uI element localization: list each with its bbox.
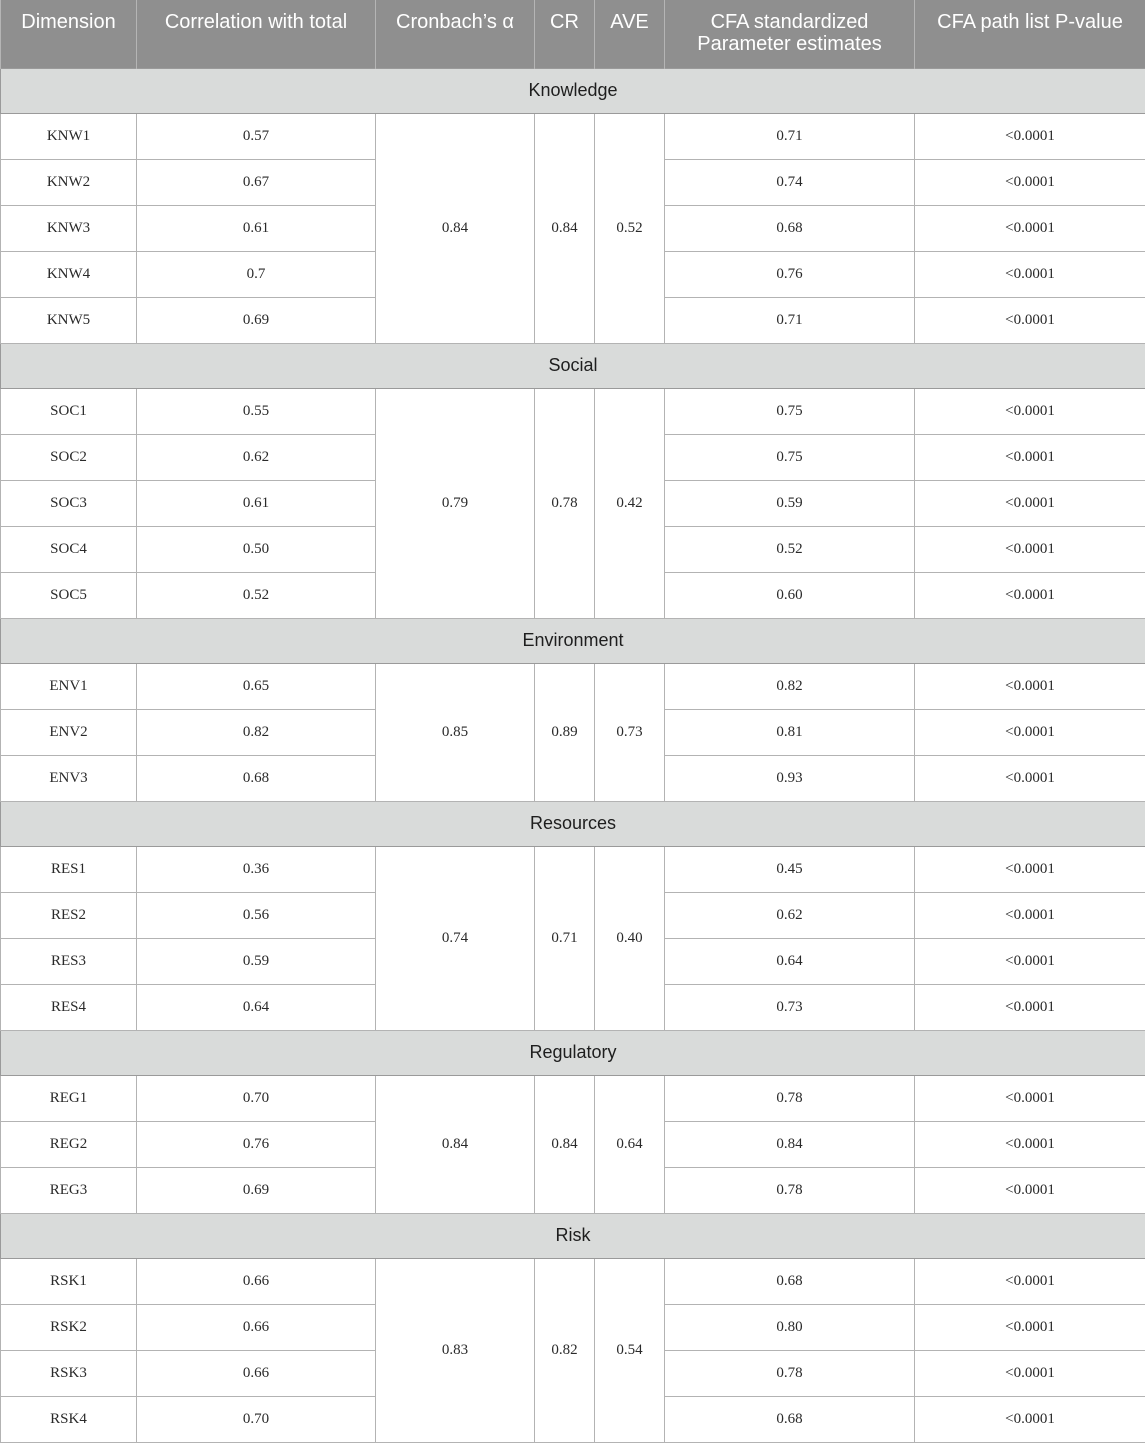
item-code: RSK4 [1, 1396, 137, 1442]
cfa-estimate-value: 0.82 [665, 663, 915, 709]
cfa-estimate-value: 0.71 [665, 113, 915, 159]
item-code: SOC5 [1, 572, 137, 618]
cr-value: 0.84 [535, 113, 595, 343]
section-title: Environment [1, 618, 1145, 663]
p-value: <0.0001 [915, 159, 1145, 205]
section-title: Risk [1, 1213, 1145, 1258]
item-code: RSK1 [1, 1258, 137, 1304]
correlation-value: 0.61 [137, 480, 376, 526]
ave-value: 0.73 [595, 663, 665, 801]
item-code: ENV2 [1, 709, 137, 755]
cfa-estimate-value: 0.68 [665, 1396, 915, 1442]
correlation-value: 0.65 [137, 663, 376, 709]
p-value: <0.0001 [915, 709, 1145, 755]
correlation-value: 0.7 [137, 251, 376, 297]
p-value: <0.0001 [915, 1121, 1145, 1167]
cronbach-alpha-value: 0.79 [376, 388, 535, 618]
correlation-value: 0.67 [137, 159, 376, 205]
cfa-estimate-value: 0.75 [665, 388, 915, 434]
cfa-estimate-value: 0.71 [665, 297, 915, 343]
item-code: RES2 [1, 892, 137, 938]
item-code: REG2 [1, 1121, 137, 1167]
cfa-estimate-value: 0.64 [665, 938, 915, 984]
item-code: RES4 [1, 984, 137, 1030]
cfa-estimate-value: 0.52 [665, 526, 915, 572]
correlation-value: 0.68 [137, 755, 376, 801]
table-row [1, 113, 1145, 159]
cfa-estimate-value: 0.68 [665, 1258, 915, 1304]
header-dimension: Dimension [1, 0, 137, 68]
p-value: <0.0001 [915, 388, 1145, 434]
header-cfa-estimates: CFA standardized Parameter estimates [665, 0, 915, 68]
p-value: <0.0001 [915, 938, 1145, 984]
cfa-estimate-value: 0.68 [665, 205, 915, 251]
correlation-value: 0.76 [137, 1121, 376, 1167]
cfa-estimate-value: 0.84 [665, 1121, 915, 1167]
cronbach-alpha-value: 0.84 [376, 1075, 535, 1213]
section-row [1, 68, 1145, 113]
item-code: SOC3 [1, 480, 137, 526]
correlation-value: 0.82 [137, 709, 376, 755]
section-title: Knowledge [1, 68, 1145, 113]
p-value: <0.0001 [915, 1258, 1145, 1304]
ave-value: 0.40 [595, 846, 665, 1030]
section-row [1, 1213, 1145, 1258]
header-ave: AVE [595, 0, 665, 68]
correlation-value: 0.70 [137, 1075, 376, 1121]
section-row [1, 618, 1145, 663]
p-value: <0.0001 [915, 1350, 1145, 1396]
p-value: <0.0001 [915, 1396, 1145, 1442]
p-value: <0.0001 [915, 251, 1145, 297]
item-code: KNW2 [1, 159, 137, 205]
cr-value: 0.89 [535, 663, 595, 801]
section-title: Resources [1, 801, 1145, 846]
cr-value: 0.82 [535, 1258, 595, 1442]
cfa-estimate-value: 0.75 [665, 434, 915, 480]
correlation-value: 0.52 [137, 572, 376, 618]
cfa-estimate-value: 0.45 [665, 846, 915, 892]
cfa-estimate-value: 0.80 [665, 1304, 915, 1350]
p-value: <0.0001 [915, 755, 1145, 801]
p-value: <0.0001 [915, 480, 1145, 526]
item-code: RSK2 [1, 1304, 137, 1350]
item-code: RES1 [1, 846, 137, 892]
correlation-value: 0.61 [137, 205, 376, 251]
item-code: REG3 [1, 1167, 137, 1213]
cfa-estimate-value: 0.73 [665, 984, 915, 1030]
correlation-value: 0.36 [137, 846, 376, 892]
section-title: Regulatory [1, 1030, 1145, 1075]
cfa-estimate-value: 0.62 [665, 892, 915, 938]
cfa-estimate-value: 0.78 [665, 1167, 915, 1213]
correlation-value: 0.56 [137, 892, 376, 938]
item-code: REG1 [1, 1075, 137, 1121]
item-code: ENV1 [1, 663, 137, 709]
section-row [1, 1030, 1145, 1075]
correlation-value: 0.57 [137, 113, 376, 159]
section-row [1, 801, 1145, 846]
table-row [1, 1258, 1145, 1304]
cr-value: 0.84 [535, 1075, 595, 1213]
section-row [1, 343, 1145, 388]
p-value: <0.0001 [915, 1075, 1145, 1121]
cfa-estimate-value: 0.59 [665, 480, 915, 526]
cronbach-alpha-value: 0.84 [376, 113, 535, 343]
cronbach-alpha-value: 0.85 [376, 663, 535, 801]
item-code: RES3 [1, 938, 137, 984]
p-value: <0.0001 [915, 205, 1145, 251]
cfa-estimate-value: 0.74 [665, 159, 915, 205]
cronbach-alpha-value: 0.74 [376, 846, 535, 1030]
cr-value: 0.78 [535, 388, 595, 618]
item-code: RSK3 [1, 1350, 137, 1396]
header-cr: CR [535, 0, 595, 68]
correlation-value: 0.66 [137, 1350, 376, 1396]
item-code: KNW4 [1, 251, 137, 297]
correlation-value: 0.62 [137, 434, 376, 480]
correlation-value: 0.66 [137, 1304, 376, 1350]
correlation-value: 0.66 [137, 1258, 376, 1304]
header-cronbach-alpha: Cronbach’s α [376, 0, 535, 68]
p-value: <0.0001 [915, 663, 1145, 709]
ave-value: 0.52 [595, 113, 665, 343]
item-code: KNW1 [1, 113, 137, 159]
cfa-estimate-value: 0.76 [665, 251, 915, 297]
correlation-value: 0.50 [137, 526, 376, 572]
item-code: SOC4 [1, 526, 137, 572]
p-value: <0.0001 [915, 846, 1145, 892]
item-code: SOC2 [1, 434, 137, 480]
p-value: <0.0001 [915, 113, 1145, 159]
ave-value: 0.54 [595, 1258, 665, 1442]
table-row [1, 846, 1145, 892]
cfa-estimate-value: 0.93 [665, 755, 915, 801]
correlation-value: 0.59 [137, 938, 376, 984]
header-correlation: Correlation with total [137, 0, 376, 68]
cr-value: 0.71 [535, 846, 595, 1030]
correlation-value: 0.69 [137, 1167, 376, 1213]
p-value: <0.0001 [915, 572, 1145, 618]
cronbach-alpha-value: 0.83 [376, 1258, 535, 1442]
p-value: <0.0001 [915, 297, 1145, 343]
header-row [1, 0, 1145, 68]
cfa-estimate-value: 0.78 [665, 1350, 915, 1396]
item-code: KNW3 [1, 205, 137, 251]
p-value: <0.0001 [915, 892, 1145, 938]
p-value: <0.0001 [915, 1304, 1145, 1350]
table-row [1, 663, 1145, 709]
correlation-value: 0.64 [137, 984, 376, 1030]
p-value: <0.0001 [915, 526, 1145, 572]
item-code: ENV3 [1, 755, 137, 801]
correlation-value: 0.55 [137, 388, 376, 434]
ave-value: 0.64 [595, 1075, 665, 1213]
p-value: <0.0001 [915, 1167, 1145, 1213]
ave-value: 0.42 [595, 388, 665, 618]
table-row [1, 1075, 1145, 1121]
header-p-value: CFA path list P-value [915, 0, 1145, 68]
table-body [1, 68, 1145, 1442]
section-title: Social [1, 343, 1145, 388]
item-code: SOC1 [1, 388, 137, 434]
table-row [1, 388, 1145, 434]
correlation-value: 0.69 [137, 297, 376, 343]
cfa-estimate-value: 0.78 [665, 1075, 915, 1121]
p-value: <0.0001 [915, 434, 1145, 480]
cfa-estimate-value: 0.81 [665, 709, 915, 755]
p-value: <0.0001 [915, 984, 1145, 1030]
correlation-value: 0.70 [137, 1396, 376, 1442]
cfa-estimate-value: 0.60 [665, 572, 915, 618]
item-code: KNW5 [1, 297, 137, 343]
